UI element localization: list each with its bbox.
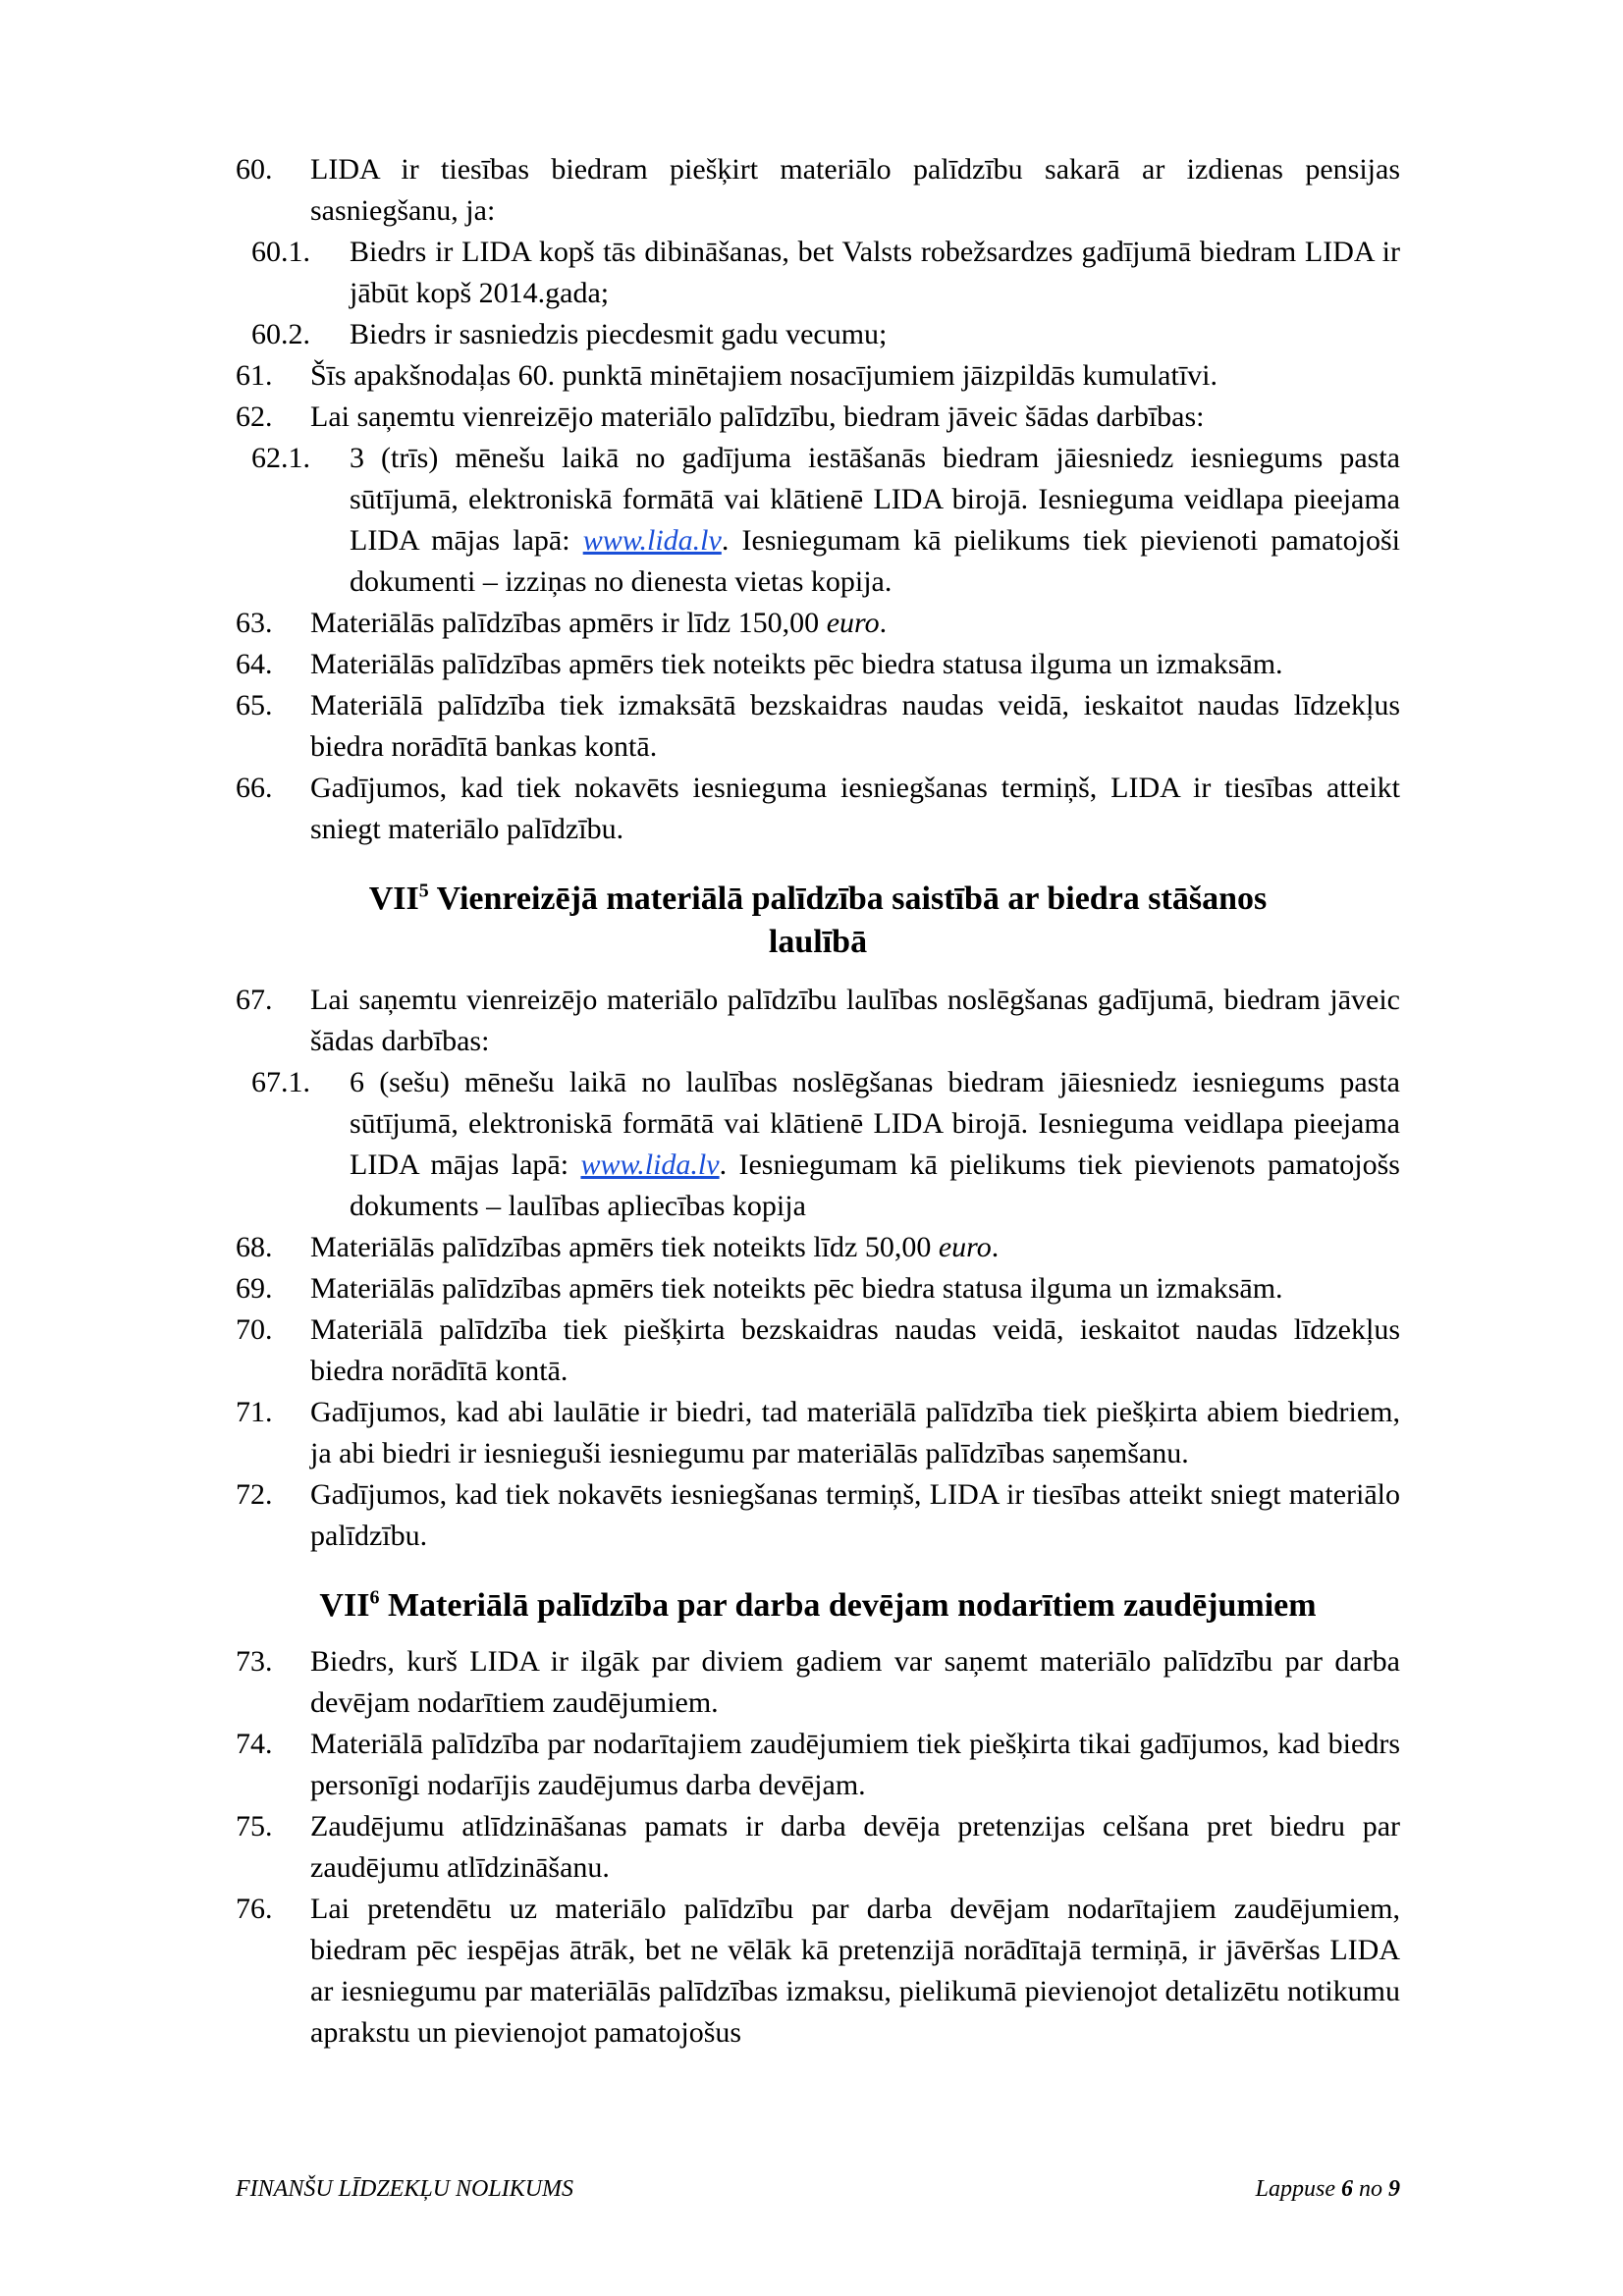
list-item: 64. Materiālās palīdzības apmērs tiek noteikts pēc biedra statusa ilguma un izmaksām. [236, 648, 1283, 680]
list-item: 66. Gadījumos, kad tiek nokavēts iesnieguma iesniegšanas termiņš, LIDA ir tiesības atteikt sniegt materiālo palīdzību. [236, 772, 1400, 845]
list-item: 73. Biedrs, kurš LIDA ir ilgāk par diviem gadiem var saņemt materiālo palīdzību par darba devējam nodarītiem zaudējumiem. [236, 1645, 1400, 1719]
list-item: 76. Lai pretendētu uz materiālo palīdzību par darba devējam nodarītajiem zaudējumiem, biedram pēc iespējas ātrāk, bet ne vēlāk kā pretenzijā norādītajā termiņā, ir jāvēršas LIDA ar iesniegumu par materiālās palīdzības izmaksu, pielikumā pievienojot detalizētu notikumu aprakstu un pievienojot pamatojošus [236, 1893, 1400, 2049]
website-link[interactable]: www.lida.lv [582, 524, 722, 557]
list-item: 69. Materiālās palīdzības apmērs tiek noteikts pēc biedra statusa ilguma un izmaksām. [236, 1272, 1283, 1305]
section-c [236, 1641, 1400, 2054]
list-item: 63. Materiālās palīdzības apmērs ir līdz 150,00 euro. [236, 607, 888, 639]
section-b [236, 980, 1400, 1557]
list-item: 60.1. Biedrs ir LIDA kopš tās dibināšanas, bet Valsts robežsardzes gadījumā biedram LIDA ir jābūt kopš 2014.gada; [251, 236, 1400, 309]
list-item: 74. Materiālā palīdzība par nodarītajiem zaudējumiem tiek piešķirta tikai gadījumos, kad biedrs personīgi nodarījis zaudējumus darba devējam. [236, 1728, 1400, 1801]
list-item: 62. Lai saņemtu vienreizējo materiālo palīdzību, biedram jāveic šādas darbības: [236, 400, 1205, 433]
list-item: 60. LIDA ir tiesības biedram piešķirt materiālo palīdzību sakarā ar izdienas pensijas sasniegšanu, ja: [236, 153, 1400, 227]
page-footer [236, 2176, 1400, 2203]
section-a [236, 149, 1400, 850]
page-number: Lappuse 6 no 9 [1255, 2176, 1400, 2202]
list-item: 75. Zaudējumu atlīdzināšanas pamats ir darba devēja pretenzijas celšana pret biedru par zaudējumu atlīdzināšanu. [236, 1810, 1400, 1884]
list-item: 68. Materiālās palīdzības apmērs tiek noteikts līdz 50,00 euro. [236, 1231, 1000, 1263]
section-heading: VII$^5$ Vienreizējā materiālā palīdzība saistībā ar biedra stāšanos laulībā [368, 880, 1268, 960]
list-item: 65. Materiālā palīdzība tiek izmaksātā bezskaidras naudas veidā, ieskaitot naudas līdzekļus biedra norādītā bankas kontā. [236, 689, 1400, 763]
list-item: 62.1. 3 (trīs) mēnešu laikā no gadījuma iestāšanās biedram jāiesniedz iesniegums pasta sūtījumā, elektroniskā formātā vai klātienē LIDA birojā. Iesnieguma veidlapa pieejama LIDA mājas lapā: www.lida.lv. Iesniegumam kā pielikums tiek pievienoti pamatojoši dokumenti – izziņas no dienesta vietas kopija. [251, 442, 1400, 598]
section-heading: VII$^6$ Materiālā palīdzība par darba devējam nodarītiem zaudējumiem [319, 1586, 1317, 1624]
list-item: 67.1. 6 (sešu) mēnešu laikā no laulības noslēgšanas biedram jāiesniedz iesniegums pasta sūtījumā, elektroniskā formātā vai klātienē LIDA birojā. Iesnieguma veidlapa pieejama LIDA mājas lapā: www.lida.lv. Iesniegumam kā pielikums tiek pievienots pamatojošs dokuments – laulības apliecības kopija [251, 1066, 1400, 1222]
document-title: FINANŠU LĪDZEKĻU NOLIKUMS [236, 2176, 574, 2202]
list-item: 67. Lai saņemtu vienreizējo materiālo palīdzību laulības noslēgšanas gadījumā, biedram jāveic šādas darbības: [236, 984, 1400, 1057]
list-item: 72. Gadījumos, kad tiek nokavēts iesniegšanas termiņš, LIDA ir tiesības atteikt sniegt materiālo palīdzību. [236, 1478, 1400, 1552]
website-link[interactable]: www.lida.lv [580, 1148, 720, 1181]
list-item: 60.2. Biedrs ir sasniedzis piecdesmit gadu vecumu; [251, 318, 888, 350]
list-item: 61. Šīs apakšnodaļas 60. punktā minētajiem nosacījumiem jāizpildās kumulatīvi. [236, 359, 1217, 392]
list-item: 70. Materiālā palīdzība tiek piešķirta bezskaidras naudas veidā, ieskaitot naudas līdzekļus biedra norādītā kontā. [236, 1313, 1400, 1387]
list-item: 71. Gadījumos, kad abi laulātie ir biedri, tad materiālā palīdzība tiek piešķirta abiem biedriem, ja abi biedri ir iesnieguši iesniegumu par materiālās palīdzības saņemšanu. [236, 1396, 1400, 1469]
document-page [236, 149, 1400, 2054]
